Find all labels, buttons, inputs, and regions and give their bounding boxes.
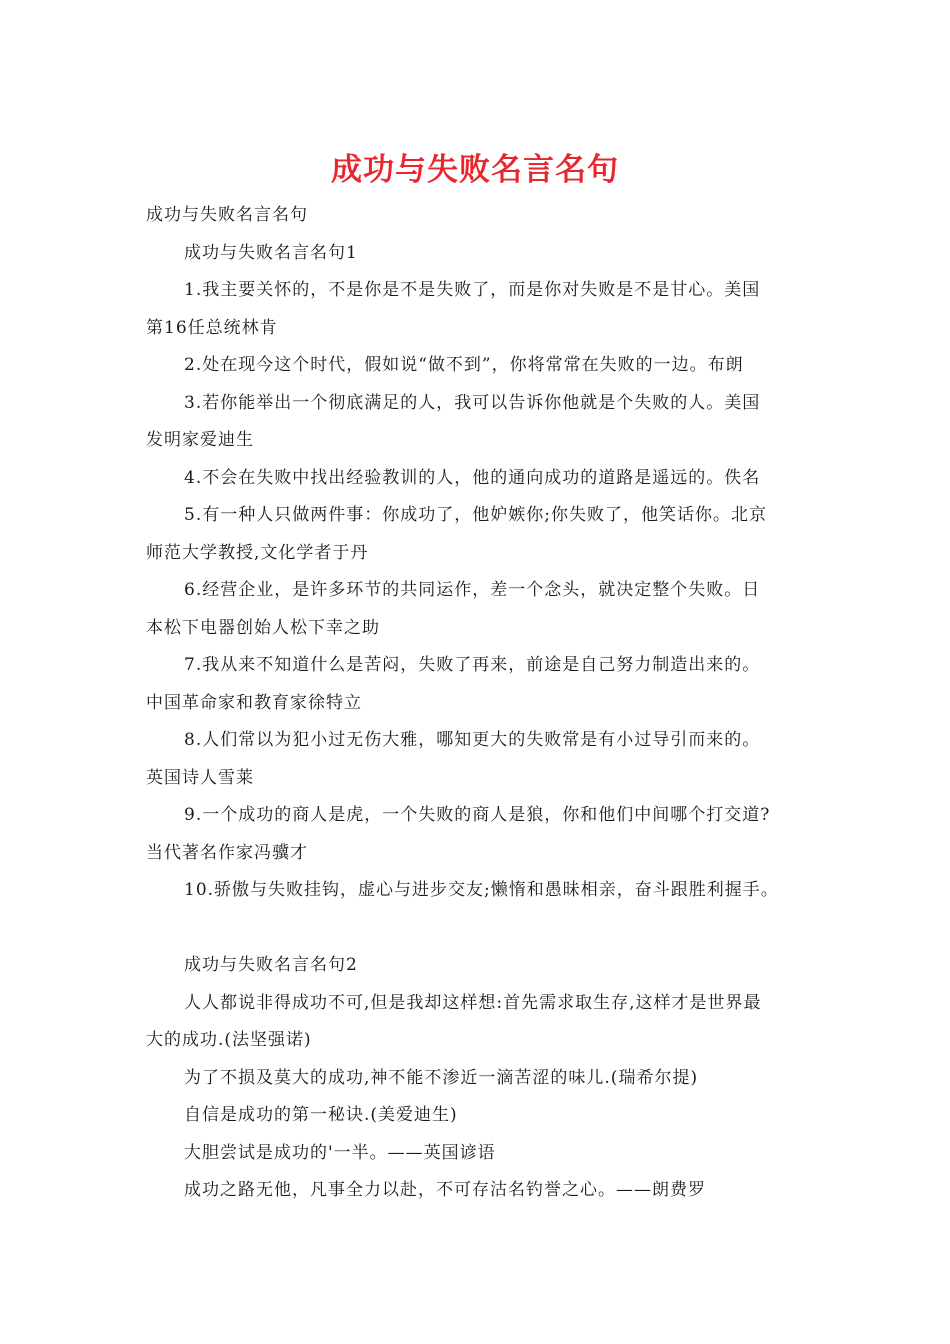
text-line: 人人都说非得成功不可,但是我却这样想:首先需求取生存,这样才是世界最 (184, 992, 762, 1013)
text-line: 师范大学教授,文化学者于丹 (146, 542, 369, 563)
text-line: 大胆尝试是成功的'一半。——英国谚语 (184, 1142, 496, 1163)
text-line: 成功与失败名言名句 (146, 205, 308, 225)
text-line: 10.骄傲与失败挂钩，虚心与进步交友;懒惰和愚昧相亲，奋斗跟胜利握手。 (184, 880, 779, 900)
text-line: 当代著名作家冯骥才 (146, 842, 308, 863)
text-line: 7.我从来不知道什么是苦闷，失败了再来，前途是自己努力制造出来的。 (184, 655, 761, 675)
text-line: 发明家爱迪生 (146, 430, 254, 450)
text-line: 1.我主要关怀的，不是你是不是失败了，而是你对失败是不是甘心。美国 (184, 280, 761, 300)
text-line: 成功之路无他，凡事全力以赴，不可存沽名钓誉之心。——朗费罗 (184, 1180, 706, 1200)
document-body (146, 197, 808, 1210)
text-line: 第16任总统林肯 (146, 317, 278, 338)
text-line: 成功与失败名言名句2 (184, 955, 358, 975)
text-line: 英国诗人雪莱 (146, 767, 254, 788)
text-line: 5.有一种人只做两件事：你成功了，他妒嫉你;你失败了，他笑话你。北京 (184, 505, 767, 525)
text-line: 成功与失败名言名句1 (184, 242, 358, 263)
text-line: 本松下电器创始人松下幸之助 (146, 617, 380, 638)
document-title: 成功与失败名言名句 (331, 152, 619, 188)
text-line: 大的成功.(法坚强诺) (146, 1030, 312, 1050)
blank-line (146, 910, 808, 948)
text-line: 自信是成功的第一秘诀.(美爱迪生) (184, 1105, 458, 1125)
text-line: 3.若你能举出一个彻底满足的人，我可以告诉你他就是个失败的人。美国 (184, 392, 761, 413)
text-line: 为了不损及莫大的成功,神不能不渗近一滴苦涩的味儿.(瑞希尔提) (184, 1067, 699, 1088)
text-line: 4.不会在失败中找出经验教训的人，他的通向成功的道路是遥远的。佚名 (184, 467, 761, 488)
text-line: 2.处在现今这个时代，假如说“做不到”，你将常常在失败的一边。布朗 (184, 355, 744, 375)
text-line: 6.经营企业，是许多环节的共同运作，差一个念头，就决定整个失败。日 (184, 580, 761, 600)
text-line: 8.人们常以为犯小过无伤大雅，哪知更大的失败常是有小过导引而来的。 (184, 730, 761, 750)
text-line: 9.一个成功的商人是虎，一个失败的商人是狼，你和他们中间哪个打交道? (184, 805, 771, 825)
text-line: 中国革命家和教育家徐特立 (146, 692, 362, 713)
